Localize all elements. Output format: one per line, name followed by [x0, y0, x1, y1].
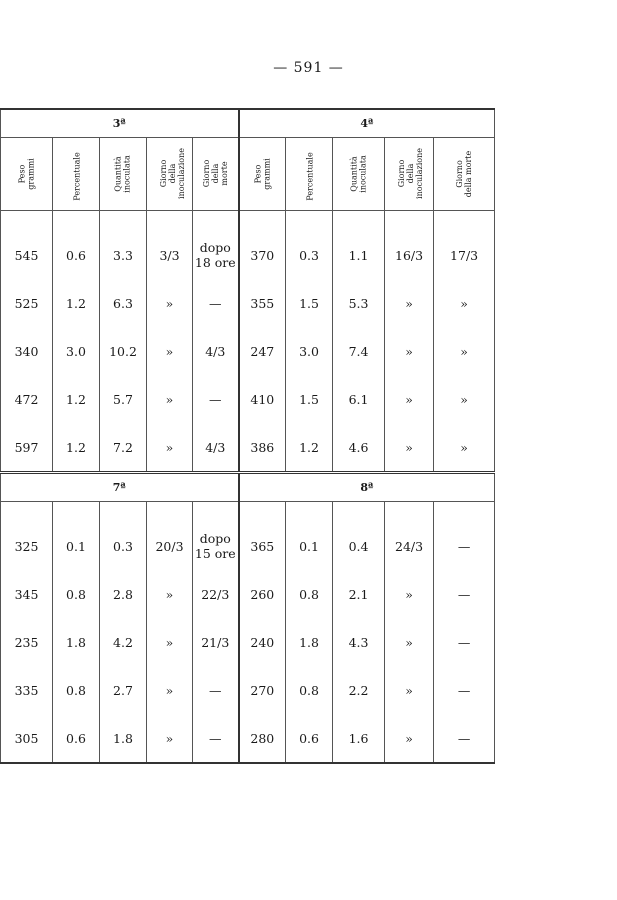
table-cell: [385, 570, 434, 618]
section-label-left: 3ª: [1, 109, 239, 138]
cell-value: 4/3: [205, 439, 226, 455]
table-row: [1, 279, 495, 327]
cell-value: 0.6: [66, 247, 86, 263]
table-cell: [53, 279, 100, 327]
table-cell: [53, 714, 100, 763]
table-cell: [385, 502, 434, 571]
column-header-row: [1, 138, 495, 211]
table-cell: [333, 327, 385, 375]
cell-value: 325: [14, 538, 39, 554]
cell-value: 386: [250, 439, 275, 455]
table-cell: [193, 327, 239, 375]
cell-value: 3.0: [66, 343, 86, 359]
cell-value: »: [165, 343, 174, 359]
cell-value: 370: [250, 247, 275, 263]
table-cell: [286, 666, 333, 714]
table-cell: [434, 279, 495, 327]
table-cell: [147, 666, 193, 714]
table-cell: [239, 666, 286, 714]
cell-value: —: [209, 391, 222, 407]
table-row: [1, 502, 495, 571]
table-cell: [286, 211, 333, 280]
table-cell: [385, 618, 434, 666]
cell-value: 1.2: [299, 439, 319, 455]
cell-value: 3.3: [113, 247, 133, 263]
cell-value: 472: [14, 391, 39, 407]
table-cell: [333, 211, 385, 280]
table-cell: [100, 714, 147, 763]
cell-value: 10.2: [109, 343, 137, 359]
cell-value: 0.1: [66, 538, 86, 554]
cell-value: 22/3: [201, 586, 230, 602]
column-header-text: Quantità inoculata: [349, 154, 368, 193]
table-cell: [100, 502, 147, 571]
cell-value: 335: [14, 682, 39, 698]
table-cell: [147, 570, 193, 618]
table-row: [1, 423, 495, 473]
table-cell: [239, 502, 286, 571]
cell-value: 20/3: [155, 538, 184, 554]
table-cell: [147, 502, 193, 571]
table-cell: [286, 714, 333, 763]
table-cell: [434, 618, 495, 666]
cell-value: 0.8: [66, 682, 86, 698]
table-cell: [53, 666, 100, 714]
cell-value: 355: [250, 295, 275, 311]
table-cell: [1, 211, 53, 280]
table-cell: [286, 279, 333, 327]
cell-value: 280: [250, 730, 275, 746]
cell-value: 4.3: [348, 634, 369, 650]
column-header: [434, 138, 495, 211]
column-header-text: Quantità inoculata: [113, 154, 132, 193]
table-cell: [385, 211, 434, 280]
cell-value: 525: [14, 295, 39, 311]
cell-value: —: [457, 730, 471, 746]
cell-value: 305: [14, 730, 39, 746]
section-header-row: [1, 109, 495, 138]
table-cell: [147, 714, 193, 763]
table-cell: [239, 375, 286, 423]
cell-value: »: [460, 343, 468, 359]
table-cell: [239, 423, 286, 473]
cell-value: 0.8: [299, 586, 319, 602]
table-cell: [1, 423, 53, 473]
table-row: [1, 618, 495, 666]
table-cell: [193, 714, 239, 763]
table-cell: [1, 375, 53, 423]
cell-value: 0.3: [299, 247, 319, 263]
table-cell: [1, 666, 53, 714]
table-cell: [147, 279, 193, 327]
table-cell: [434, 211, 495, 280]
table-cell: [385, 327, 434, 375]
table-cell: [434, 375, 495, 423]
cell-value: 0.6: [299, 730, 319, 746]
table-cell: [286, 327, 333, 375]
cell-value: 5.3: [348, 295, 369, 311]
section-label-right: 4ª: [239, 109, 495, 138]
cell-value: 0.8: [299, 682, 319, 698]
cell-value: 340: [14, 343, 39, 359]
cell-value: 1.8: [66, 634, 86, 650]
cell-value: 0.6: [66, 730, 86, 746]
table-cell: [53, 423, 100, 473]
table-cell: [286, 423, 333, 473]
cell-value: 21/3: [201, 634, 230, 650]
cell-value: —: [457, 634, 471, 650]
cell-value: »: [165, 391, 174, 407]
table-cell: [1, 618, 53, 666]
cell-value: 247: [250, 343, 275, 359]
table-cell: [434, 714, 495, 763]
table-cell: [333, 618, 385, 666]
column-header-text: Peso grammi: [253, 157, 272, 190]
table-cell: [286, 502, 333, 571]
column-header: [100, 138, 147, 211]
cell-value: 4.6: [348, 439, 369, 455]
cell-value: 7.4: [348, 343, 369, 359]
cell-value: 2.2: [348, 682, 369, 698]
cell-value: 545: [14, 247, 39, 263]
cell-value: »: [405, 586, 413, 602]
table-cell: [333, 714, 385, 763]
cell-value: 240: [250, 634, 275, 650]
column-header-text: Percentuale: [72, 151, 82, 201]
table-cell: [333, 423, 385, 473]
cell-value: »: [405, 343, 413, 359]
table-row: [1, 375, 495, 423]
column-header: [1, 138, 53, 211]
cell-value: 5.7: [113, 391, 133, 407]
table-cell: [100, 570, 147, 618]
table-cell: [1, 279, 53, 327]
table-cell: [147, 375, 193, 423]
column-header: [333, 138, 385, 211]
cell-value: dopo 15 ore: [194, 531, 236, 561]
table-row: [1, 570, 495, 618]
table-cell: [434, 423, 495, 473]
table-cell: [193, 570, 239, 618]
table-row: [1, 714, 495, 763]
table-cell: [333, 375, 385, 423]
table-cell: [100, 211, 147, 280]
table-row: [1, 666, 495, 714]
cell-value: 17/3: [450, 247, 479, 263]
column-header: [385, 138, 434, 211]
section-label-right: 8ª: [239, 473, 495, 502]
table-cell: [100, 618, 147, 666]
table-cell: [239, 714, 286, 763]
page-number: — 591 —: [273, 60, 344, 76]
cell-value: »: [460, 439, 468, 455]
table-cell: [53, 211, 100, 280]
cell-value: —: [457, 586, 471, 602]
table-cell: [333, 666, 385, 714]
cell-value: »: [165, 730, 174, 746]
cell-value: 2.1: [348, 586, 369, 602]
cell-value: 2.7: [113, 682, 133, 698]
cell-value: »: [405, 439, 413, 455]
table-cell: [1, 570, 53, 618]
table-cell: [193, 666, 239, 714]
table-cell: [147, 423, 193, 473]
cell-value: 345: [14, 586, 39, 602]
cell-value: —: [457, 538, 471, 554]
cell-value: 3.0: [299, 343, 319, 359]
cell-value: 270: [250, 682, 275, 698]
column-header: [286, 138, 333, 211]
table-cell: [193, 279, 239, 327]
cell-value: 4/3: [205, 343, 226, 359]
cell-value: 260: [250, 586, 275, 602]
cell-value: 1.2: [66, 391, 86, 407]
table-cell: [239, 211, 286, 280]
table-cell: [385, 375, 434, 423]
cell-value: 0.1: [299, 538, 319, 554]
cell-value: 365: [250, 538, 275, 554]
table-cell: [286, 570, 333, 618]
column-header: [53, 138, 100, 211]
table-cell: [333, 570, 385, 618]
table-cell: [193, 375, 239, 423]
cell-value: 0.3: [113, 538, 133, 554]
cell-value: 4.2: [113, 634, 133, 650]
column-header: [147, 138, 193, 211]
cell-value: 410: [250, 391, 275, 407]
table-cell: [385, 423, 434, 473]
table-row: [1, 211, 495, 280]
table-cell: [1, 714, 53, 763]
table-cell: [239, 618, 286, 666]
table-cell: [100, 327, 147, 375]
cell-value: —: [209, 295, 222, 311]
section-header-row: [1, 473, 495, 502]
table-cell: [239, 327, 286, 375]
cell-value: —: [209, 730, 222, 746]
cell-value: 7.2: [113, 439, 133, 455]
cell-value: »: [405, 682, 413, 698]
table-cell: [434, 327, 495, 375]
table-cell: [53, 327, 100, 375]
table-cell: [286, 618, 333, 666]
table-cell: [193, 423, 239, 473]
cell-value: 597: [14, 439, 39, 455]
cell-value: »: [165, 586, 174, 602]
cell-value: 1.8: [299, 634, 319, 650]
cell-value: 1.2: [66, 295, 86, 311]
cell-value: »: [165, 682, 174, 698]
cell-value: 6.3: [113, 295, 133, 311]
table-cell: [147, 211, 193, 280]
cell-value: 1.8: [113, 730, 133, 746]
table-cell: [239, 279, 286, 327]
table-cell: [385, 714, 434, 763]
data-table: [0, 108, 495, 764]
table-cell: [434, 666, 495, 714]
column-header-text: Peso grammi: [17, 157, 36, 190]
cell-value: 1.2: [66, 439, 86, 455]
table-row: [1, 327, 495, 375]
table-cell: [434, 570, 495, 618]
cell-value: —: [209, 682, 222, 698]
section-label-left: 7ª: [1, 473, 239, 502]
table-cell: [53, 375, 100, 423]
cell-value: 1.1: [348, 247, 369, 263]
table-cell: [333, 502, 385, 571]
cell-value: 24/3: [395, 538, 424, 554]
table-cell: [193, 618, 239, 666]
table-cell: [1, 327, 53, 375]
table-cell: [193, 211, 239, 280]
table-cell: [239, 570, 286, 618]
table-cell: [333, 279, 385, 327]
cell-value: »: [405, 391, 413, 407]
cell-value: 1.5: [299, 295, 319, 311]
cell-value: »: [460, 391, 468, 407]
cell-value: 235: [14, 634, 39, 650]
table-cell: [100, 423, 147, 473]
cell-value: 0.4: [348, 538, 369, 554]
cell-value: 1.5: [299, 391, 319, 407]
cell-value: 6.1: [348, 391, 369, 407]
table-cell: [1, 502, 53, 571]
column-header-text: Giorno della inoculazione: [158, 148, 186, 199]
table-cell: [100, 375, 147, 423]
cell-value: 1.6: [348, 730, 369, 746]
cell-value: 3/3: [159, 247, 180, 263]
column-header-text: Percentuale: [305, 151, 315, 201]
table-cell: [147, 618, 193, 666]
column-header: [239, 138, 286, 211]
cell-value: »: [405, 295, 413, 311]
table-cell: [385, 279, 434, 327]
table-cell: [53, 570, 100, 618]
cell-value: 2.8: [113, 586, 133, 602]
column-header-text: Giorno della morte: [201, 159, 229, 188]
table-cell: [53, 502, 100, 571]
cell-value: 0.8: [66, 586, 86, 602]
table-cell: [100, 279, 147, 327]
cell-value: —: [457, 682, 471, 698]
table-cell: [385, 666, 434, 714]
table-cell: [53, 618, 100, 666]
cell-value: »: [405, 634, 413, 650]
table-cell: [100, 666, 147, 714]
column-header-text: Giorno della morte: [455, 150, 474, 197]
cell-value: »: [165, 439, 174, 455]
cell-value: dopo 18 ore: [194, 240, 236, 270]
table-cell: [193, 502, 239, 571]
cell-value: »: [460, 295, 468, 311]
table-cell: [286, 375, 333, 423]
column-header: [193, 138, 239, 211]
table-cell: [147, 327, 193, 375]
cell-value: »: [405, 730, 413, 746]
table-cell: [434, 502, 495, 571]
cell-value: »: [165, 295, 174, 311]
cell-value: »: [165, 634, 174, 650]
cell-value: 16/3: [395, 247, 424, 263]
column-header-text: Giorno della inoculazione: [397, 148, 425, 199]
